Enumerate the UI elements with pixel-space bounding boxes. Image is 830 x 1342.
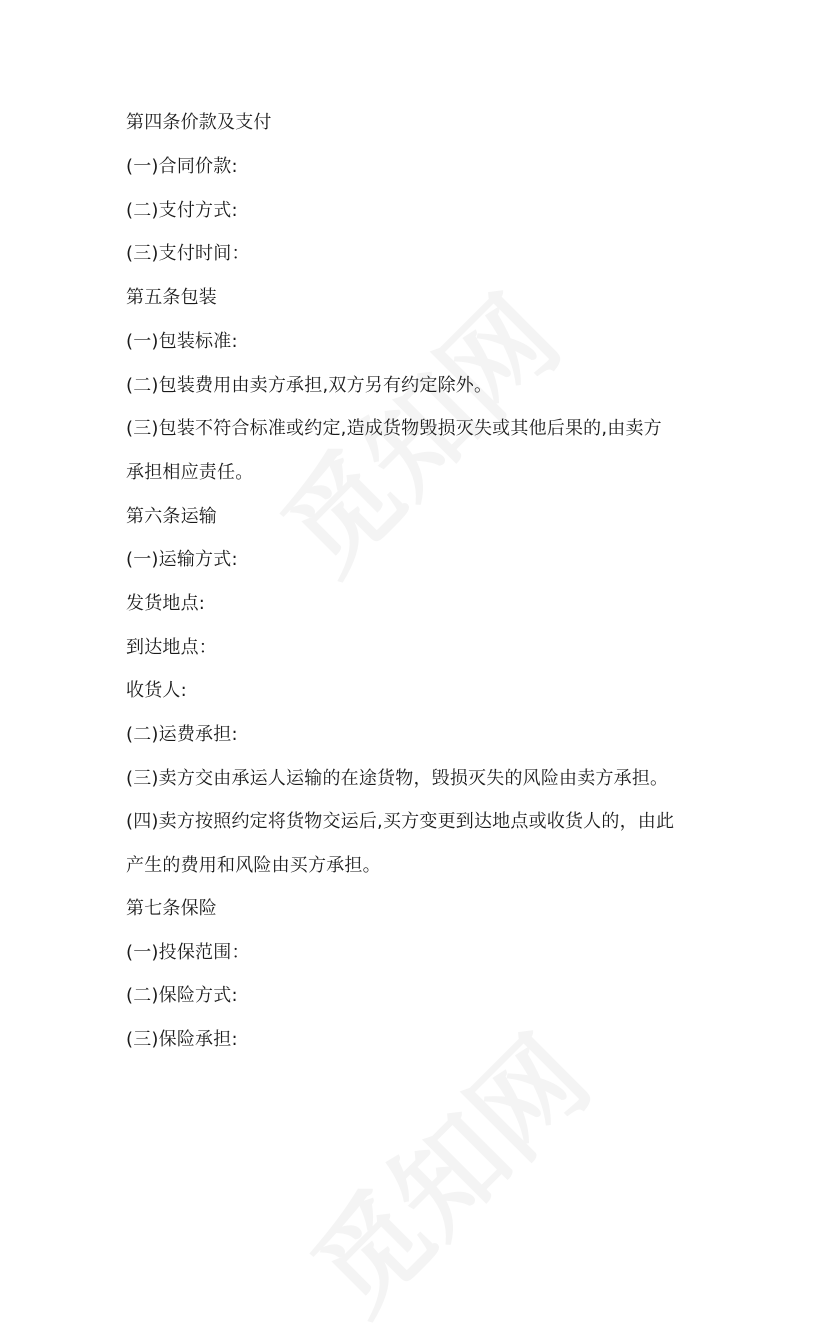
article-6-heading: 第六条运输 <box>126 506 217 527</box>
article-5-item-3-cont: 承担相应责任。 <box>126 462 254 483</box>
article-4-heading: 第四条价款及支付 <box>126 112 272 133</box>
article-6-destination: 到达地点： <box>126 637 217 658</box>
article-4-item-1: (一)合同价款: <box>126 156 238 177</box>
article-7-heading: 第七条保险 <box>126 898 217 919</box>
article-7-item-3: (三)保险承担: <box>126 1029 238 1050</box>
article-6-item-2: (二)运费承担: <box>126 724 238 745</box>
article-6-item-4-cont: 产生的费用和风险由买方承担。 <box>126 855 381 876</box>
article-6-item-3: (三)卖方交由承运人运输的在途货物，毁损灭失的风险由卖方承担。 <box>126 768 669 789</box>
article-5-item-2: (二)包装费用由卖方承担,双方另有约定除外。 <box>126 375 493 396</box>
article-6-consignee: 收货人: <box>126 680 187 701</box>
article-7-item-1: (一)投保范围： <box>126 942 250 963</box>
article-4-item-3: (三)支付时间： <box>126 243 250 264</box>
article-5-heading: 第五条包装 <box>126 287 217 308</box>
article-5-item-3: (三)包装不符合标准或约定,造成货物毁损灭失或其他后果的,由卖方 <box>126 418 662 439</box>
article-6-item-4: (四)卖方按照约定将货物交运后,买方变更到达地点或收货人的，由此 <box>126 811 675 832</box>
article-6-ship-from: 发货地点: <box>126 593 206 614</box>
article-6-item-1: (一)运输方式: <box>126 549 238 570</box>
article-7-item-2: (二)保险方式: <box>126 985 238 1006</box>
article-4-item-2: (二)支付方式: <box>126 200 238 221</box>
article-5-item-1: (一)包装标准: <box>126 331 238 352</box>
